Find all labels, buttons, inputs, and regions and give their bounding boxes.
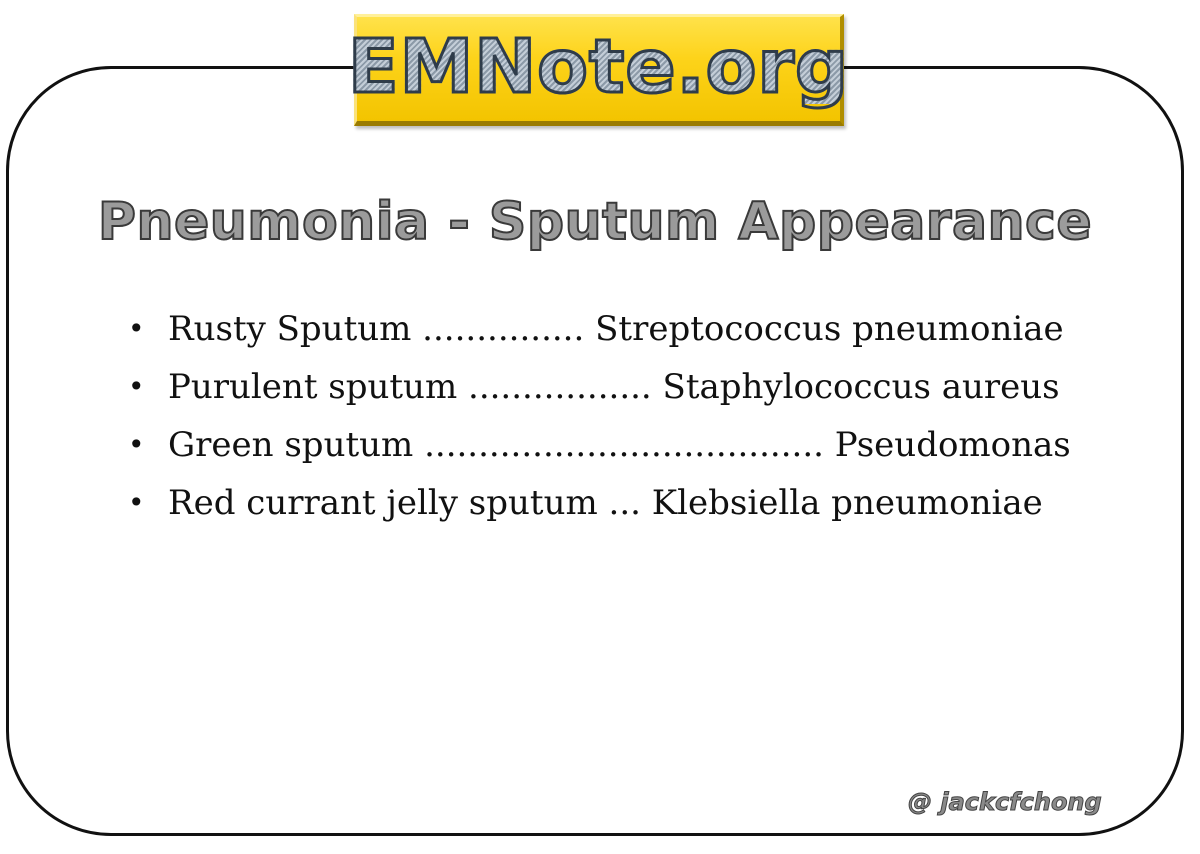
author-signature: @ jackcfchong: [908, 788, 1102, 816]
list-item-text: Purulent sputum ................. Staphylococcus aureus: [168, 367, 1060, 407]
list-item: [124, 416, 1071, 474]
list-item: [124, 358, 1071, 416]
logo-banner: [348, 14, 849, 126]
list-item-text: Green sputum ..................................... Pseudomonas: [168, 425, 1071, 465]
bullet-icon: •: [128, 486, 145, 519]
list-item: [124, 474, 1071, 532]
bullet-icon: •: [128, 312, 145, 345]
slide-title: Pneumonia - Sputum Appearance: [97, 192, 1093, 252]
list-item-text: Red currant jelly sputum ... Klebsiella pneumoniae: [168, 483, 1043, 523]
logo-text: EMNote.org: [348, 24, 849, 110]
list-item-text: Rusty Sputum ............... Streptococcus pneumoniae: [168, 309, 1064, 349]
bullet-icon: •: [128, 370, 145, 403]
bullet-icon: •: [128, 428, 145, 461]
list-item: [124, 300, 1071, 358]
sputum-list: [124, 300, 1071, 532]
